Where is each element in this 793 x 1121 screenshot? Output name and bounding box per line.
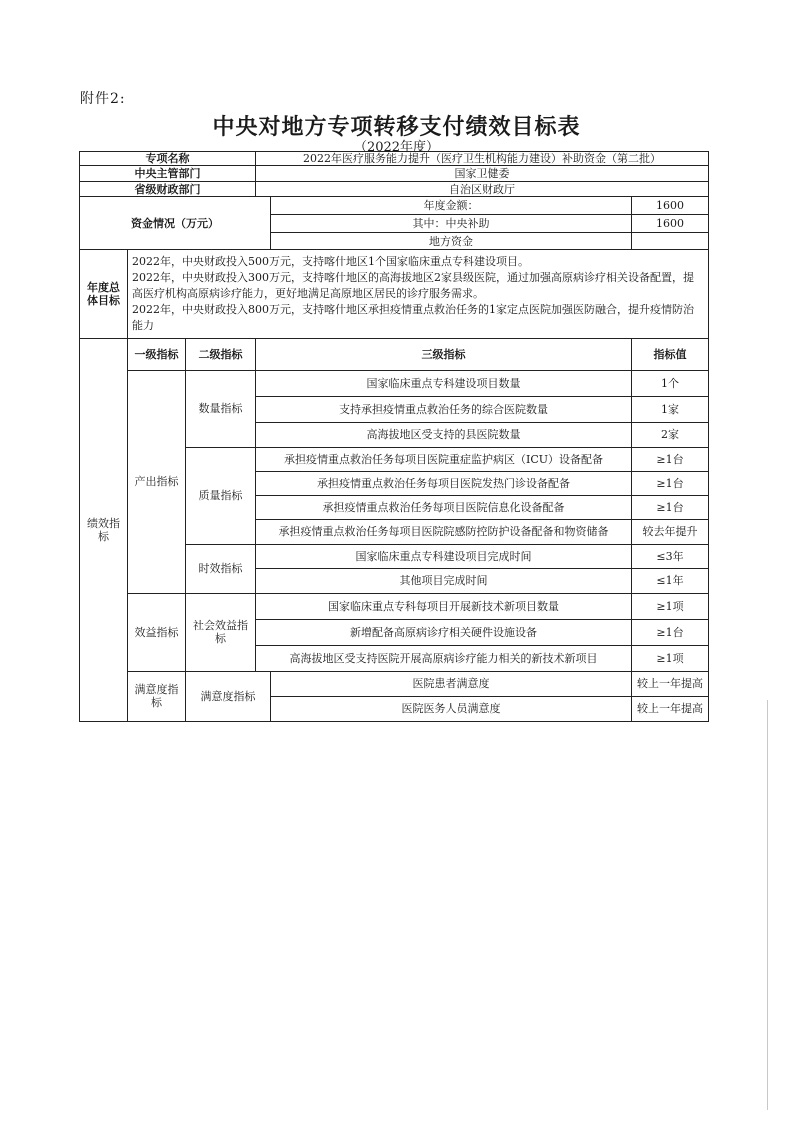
page-title: 中央对地方专项转移支付绩效目标表 xyxy=(212,115,581,140)
funds-row-label: 年度金额： xyxy=(271,197,632,215)
satisfaction-subindicator: 满意度指标 xyxy=(186,671,271,721)
indicator-name: 承担疫情重点救治任务每项目医院院感防控防护设备配备和物资储备 xyxy=(256,519,632,544)
provincial-dept-value: 自治区财政厅 xyxy=(256,182,709,197)
funds-row-value: 1600 xyxy=(632,215,709,233)
indicator-value: 较上一年提高 xyxy=(632,696,709,721)
output-indicator: 产出指标 xyxy=(128,370,186,593)
header-level1: 一级指标 xyxy=(128,338,186,370)
scan-edge-line xyxy=(767,700,768,1110)
funds-row-label: 其中：中央补助 xyxy=(271,215,632,233)
funds-row-label: 地方资金 xyxy=(271,233,632,250)
indicator-name: 承担疫情重点救治任务每项目医院信息化设备配备 xyxy=(256,495,632,519)
indicator-name: 支持承担疫情重点救治任务的综合医院数量 xyxy=(256,396,632,422)
indicator-value: ≥1台 xyxy=(632,471,709,495)
indicator-name: 承担疫情重点救治任务每项目医院重症监护病区（ICU）设备配备 xyxy=(256,447,632,471)
funds-label: 资金情况（万元） xyxy=(80,197,271,250)
funds-row-value xyxy=(632,233,709,250)
indicator-value: 1家 xyxy=(632,396,709,422)
indicator-name: 国家临床重点专科每项目开展新技术新项目数量 xyxy=(256,593,632,619)
timeliness-indicator: 时效指标 xyxy=(186,544,256,593)
indicator-value: 较去年提升 xyxy=(632,519,709,544)
indicator-value: ≥1台 xyxy=(632,447,709,471)
indicator-value: 2家 xyxy=(632,422,709,447)
indicator-name: 国家临床重点专科建设项目数量 xyxy=(256,370,632,396)
header-level2: 二级指标 xyxy=(186,338,256,370)
indicator-name: 新增配备高原病诊疗相关硬件设施设备 xyxy=(256,619,632,645)
indicator-value: ≤3年 xyxy=(632,544,709,568)
indicator-value: ≥1台 xyxy=(632,619,709,645)
perf-label: 绩效指标 xyxy=(80,338,128,721)
project-name-value: 2022年医疗服务能力提升（医疗卫生机构能力建设）补助资金（第二批） xyxy=(256,152,709,166)
performance-table xyxy=(79,151,709,722)
header-level3: 三级指标 xyxy=(256,338,632,370)
indicator-value: ≥1台 xyxy=(632,495,709,519)
benefit-indicator: 效益指标 xyxy=(128,593,186,671)
provincial-dept-label: 省级财政部门 xyxy=(80,182,256,197)
indicator-value: 1个 xyxy=(632,370,709,396)
goal-line: 2022年，中央财政投入300万元，支持喀什地区的高海拔地区2家县级医院，通过加强高原病诊疗相关设备配置，提高医疗机构高原病诊疗能力，更好地满足高原地区居民的诊疗服务需求。 xyxy=(132,271,694,301)
indicator-value: ≤1年 xyxy=(632,568,709,593)
year-subtitle: （2022年度） xyxy=(353,140,440,155)
quality-indicator: 质量指标 xyxy=(186,447,256,544)
indicator-name: 医院患者满意度 xyxy=(271,671,632,696)
attachment-label: 附件2: xyxy=(80,91,126,107)
indicator-name: 承担疫情重点救治任务每项目医院发热门诊设备配备 xyxy=(256,471,632,495)
indicator-value: 较上一年提高 xyxy=(632,671,709,696)
indicator-name: 医院医务人员满意度 xyxy=(271,696,632,721)
social-benefit-indicator: 社会效益指标 xyxy=(186,593,256,671)
goal-line: 2022年，中央财政投入500万元，支持喀什地区1个国家临床重点专科建设项目。 xyxy=(132,255,529,269)
indicator-name: 国家临床重点专科建设项目完成时间 xyxy=(256,544,632,568)
indicator-name: 高海拔地区受支持医院开展高原病诊疗能力相关的新技术新项目 xyxy=(256,645,632,671)
central-dept-label: 中央主管部门 xyxy=(80,166,256,182)
project-name-label: 专项名称 xyxy=(80,152,256,166)
annual-goal-text xyxy=(128,250,709,339)
header-value: 指标值 xyxy=(632,338,709,370)
quantity-indicator: 数量指标 xyxy=(186,370,256,447)
indicator-name: 高海拔地区受支持的县医院数量 xyxy=(256,422,632,447)
indicator-value: ≥1项 xyxy=(632,645,709,671)
goal-line: 2022年，中央财政投入800万元，支持喀什地区承担疫情重点救治任务的1家定点医院加强医防融合，提升疫情防治能力 xyxy=(132,303,694,332)
annual-goal-label: 年度总体目标 xyxy=(80,250,128,339)
central-dept-value: 国家卫健委 xyxy=(256,166,709,182)
indicator-value: ≥1项 xyxy=(632,593,709,619)
funds-row-value: 1600 xyxy=(632,197,709,215)
indicator-name: 其他项目完成时间 xyxy=(256,568,632,593)
satisfaction-indicator: 满意度指标 xyxy=(128,671,186,721)
